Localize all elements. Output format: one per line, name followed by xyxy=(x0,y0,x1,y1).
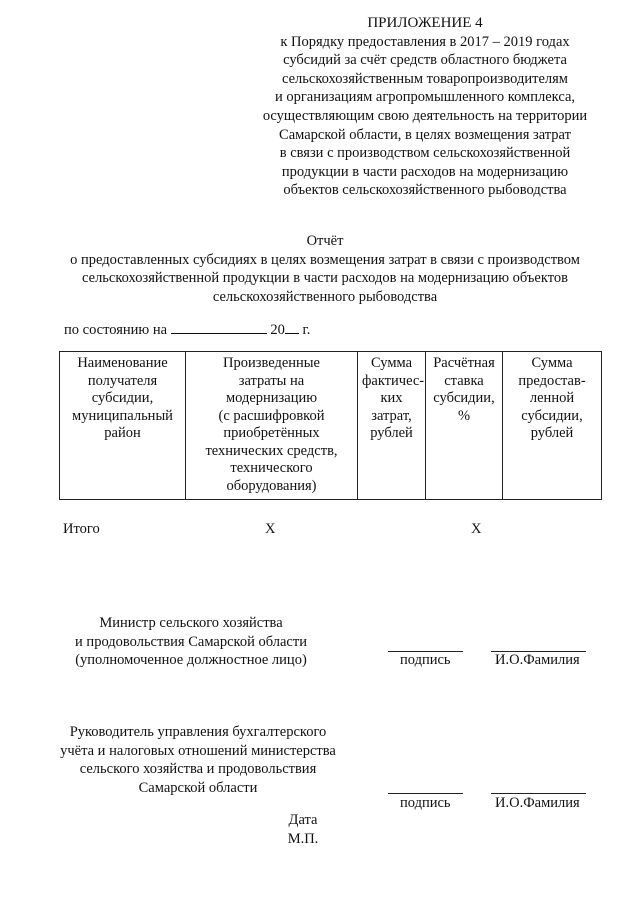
header-text: фактичес- xyxy=(362,372,425,389)
signatory-minister xyxy=(46,614,336,670)
signatory-line: Самарской области xyxy=(138,779,258,796)
header-text: оборудования) xyxy=(226,477,317,494)
header-text: % xyxy=(457,407,471,424)
column-header-costs xyxy=(186,352,358,500)
appendix-line: в связи с производством сельскохозяйственной xyxy=(279,145,571,162)
header-text: Произведенные xyxy=(223,355,320,371)
date-stamp-block xyxy=(276,811,330,848)
appendix-line: продукции в части расходов на модернизацию xyxy=(281,163,569,180)
signature-caption: подпись xyxy=(400,652,451,668)
appendix-line: Самарской области, в целях возмещения затрат xyxy=(279,126,571,143)
header-text: технических средств, xyxy=(205,442,338,459)
appendix-line: сельскохозяйственным товаропроизводителям xyxy=(282,70,568,87)
table-header-row xyxy=(60,352,602,500)
header-text: ких xyxy=(380,390,403,406)
appendix-line: субсидий за счёт средств областного бюджета xyxy=(283,52,567,69)
as-of-date-line xyxy=(64,319,310,339)
header-text: Сумма xyxy=(531,355,573,371)
signatory-line: Руководитель управления бухгалтерского xyxy=(69,724,327,740)
header-text: субсидии, xyxy=(521,407,583,424)
header-text: технического xyxy=(230,460,313,476)
appendix-line: объектов сельскохозяйственного рыбоводства xyxy=(283,182,567,199)
report-subtitle-line: о предоставленных субсидиях в целях возмещения затрат в связи с производством xyxy=(70,251,580,268)
date-label: Дата xyxy=(288,812,318,828)
column-header-subsidy-rate xyxy=(426,352,503,500)
name-caption: И.О.Фамилия xyxy=(495,652,580,668)
appendix-title: ПРИЛОЖЕНИЕ 4 xyxy=(367,15,483,31)
column-header-actual-costs xyxy=(358,352,426,500)
header-text: ленной xyxy=(529,390,575,406)
signature-field[interactable] xyxy=(388,793,463,794)
report-title: Отчёт xyxy=(306,233,344,249)
header-text: модернизацию xyxy=(225,390,318,406)
year-suffix: г. xyxy=(302,322,311,338)
header-text: ставка xyxy=(444,372,484,389)
signature-caption: подпись xyxy=(400,795,451,811)
report-subtitle-line: сельскохозяйственной продукции в части расходов на модернизацию объектов xyxy=(82,270,568,286)
header-text: затраты на xyxy=(238,372,305,389)
header-text: предостав- xyxy=(518,372,586,389)
header-text: муниципальный xyxy=(72,407,173,424)
header-text: район xyxy=(104,425,141,441)
totals-mark-rate: Х xyxy=(471,521,482,537)
header-text: затрат, xyxy=(371,407,412,424)
totals-mark-costs: Х xyxy=(265,521,276,537)
header-text: рублей xyxy=(530,425,574,441)
year-prefix: 20 xyxy=(270,322,285,338)
signatory-line: Министр сельского хозяйства xyxy=(99,615,283,631)
header-text: Наименование xyxy=(77,355,168,371)
stamp-label: М.П. xyxy=(287,830,319,847)
header-text: получателя xyxy=(87,372,158,389)
header-text: приобретённых xyxy=(223,425,320,441)
header-text: Сумма xyxy=(370,355,413,371)
header-text: субсидии, xyxy=(433,390,495,406)
signatory-line: сельского хозяйства и продовольствия xyxy=(79,761,317,777)
name-caption: И.О.Фамилия xyxy=(495,795,580,811)
header-text: рублей xyxy=(370,425,413,441)
column-header-recipient xyxy=(60,352,186,500)
header-text: субсидии, xyxy=(91,390,154,406)
signatory-line: учёта и налоговых отношений министерства xyxy=(60,742,336,759)
year-blank-field[interactable] xyxy=(285,319,299,334)
report-table xyxy=(59,351,602,500)
appendix-line: к Порядку предоставления в 2017 – 2019 годах xyxy=(280,33,570,50)
name-field[interactable] xyxy=(491,793,586,794)
date-blank-field[interactable] xyxy=(171,319,267,334)
appendix-line: осуществляющим свою деятельность на территории xyxy=(262,107,588,124)
header-text: (с расшифровкой xyxy=(218,407,325,424)
column-header-subsidy-amount xyxy=(503,352,602,500)
totals-label: Итого xyxy=(63,521,100,537)
appendix-header xyxy=(245,14,605,200)
appendix-line: и организациям агропромышленного комплекса, xyxy=(274,89,576,106)
report-title-block xyxy=(20,232,630,306)
signatory-accounting-head xyxy=(48,723,348,797)
as-of-label: по состоянию на xyxy=(64,322,168,338)
signatory-line: и продовольствия Самарской области xyxy=(75,633,307,650)
report-subtitle-line: сельскохозяйственного рыбоводства xyxy=(212,288,438,305)
signatory-line: (уполномоченное должностное лицо) xyxy=(75,652,307,668)
header-text: Расчётная xyxy=(433,355,495,371)
